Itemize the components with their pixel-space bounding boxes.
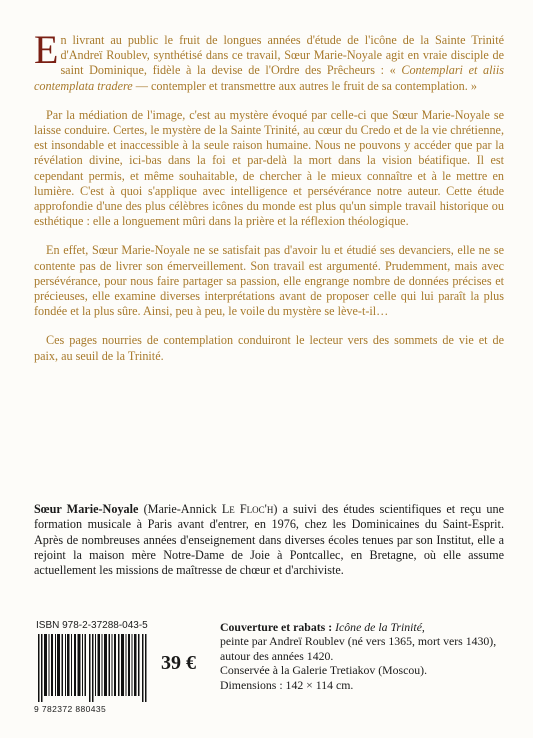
credits-label: Couverture et rabats : (220, 620, 333, 634)
price: 39 € (161, 652, 196, 674)
author-name: Sœur Marie-Noyale (34, 502, 139, 516)
barcode-digits: 9 782372 880435 (34, 704, 107, 714)
blurb-p1-text-b: — contempler et transmettre aux autres le fruit de sa contemplation. » (132, 78, 477, 93)
credits-line-4: Conservée à la Galerie Tretiakov (Moscou). (220, 663, 428, 678)
credits-line-5: Dimensions : 142 × 114 cm. (220, 677, 354, 692)
blurb-paragraph-2: Par la médiation de l'image, c'est au mystère évoqué par celle-ci que Sœur Marie-Noyale se laisse conduire. Certes, le mystère de la Sainte Trinité, au cœur du Credo et de la vie chrétienne, est insondable et inaccessible à la seule raison humaine. Nous ne pouvons y accéder que par la révélation divine, ici-bas dans la foi et par-delà la mort dans la vision béatifique. Il est cependant permis, et même souhaitable, de chercher à le mieux connaître et à le mettre en lumière. C'est à quoi s'applique avec intelligence et persévérance notre auteur. Cette étude approfondie d'une des plus célèbres icônes du monde est plus qu'un simple travail historique ou esthétique : elle a longuement mûri dans la prière et la réflexion théologique. (34, 107, 504, 229)
blurb-paragraph-1 (34, 27, 505, 94)
drop-cap: E (34, 27, 59, 72)
artwork-title: Icône de la Trinité, (335, 620, 425, 634)
barcode-image (34, 634, 150, 702)
blurb-paragraph-4: Ces pages nourries de contemplation conduiront le lecteur vers des sommets de vie et de paix, au seuil de la Trinité. (34, 333, 504, 363)
blurb-p1-text-a: n livrant au public le fruit de longues années d'étude de l'icône de la Sainte Trinité d'Andreï Roublev, synthétisé dans ce travail, Sœur Marie-Noyale agit en vraie disciple de saint Dominique, fidèle à la devise de l'Ordre des Prêcheurs : « (60, 33, 504, 78)
author-bio (34, 502, 504, 578)
credits-line-3: autour des années 1420. (220, 648, 334, 663)
author-paren-open: (Marie-Annick (138, 502, 222, 516)
cover-credits (220, 620, 520, 692)
author-surname: Le Floc'h (221, 502, 274, 516)
credits-line-1 (220, 620, 520, 634)
author-bio-text: ) a suivi des études scientifiques et reçu une formation musicale à Paris avant d'entrer, en 1976, chez les Dominicaines du Saint-Esprit. Après de nombreuses années d'enseignement dans diverses écoles tenues par son Institut, elle a rejoint la maison mère Notre-Dame de Joie à Pontcallec, en Bretagne, où elle assume actuellement les missions de maîtresse de chœur et d'archiviste. (34, 502, 504, 578)
credits-line-2: peinte par Andreï Roublev (né vers 1365, mort vers 1430), (220, 634, 497, 649)
isbn-label: ISBN 978-2-37288-043-5 (36, 620, 148, 631)
blurb-paragraph-3: En effet, Sœur Marie-Noyale ne se satisfait pas d'avoir lu et étudié ses devanciers, elle ne se contente pas de livrer son émerveillement. Son travail est argumenté. Prudemment, mais avec persévérance, pour nous faire partager sa passion, elle engrange nombre de données précises et précieuses, elle examine diverses interprétations avant de proposer celle qui lui paraît la plus fondée et la plus sûre. Ainsi, peu à peu, le voile du mystère se lève-t-il… (34, 243, 504, 319)
latin-motto: Contemplari et aliis contemplata tradere (34, 63, 505, 93)
back-cover-blurb (34, 27, 505, 378)
